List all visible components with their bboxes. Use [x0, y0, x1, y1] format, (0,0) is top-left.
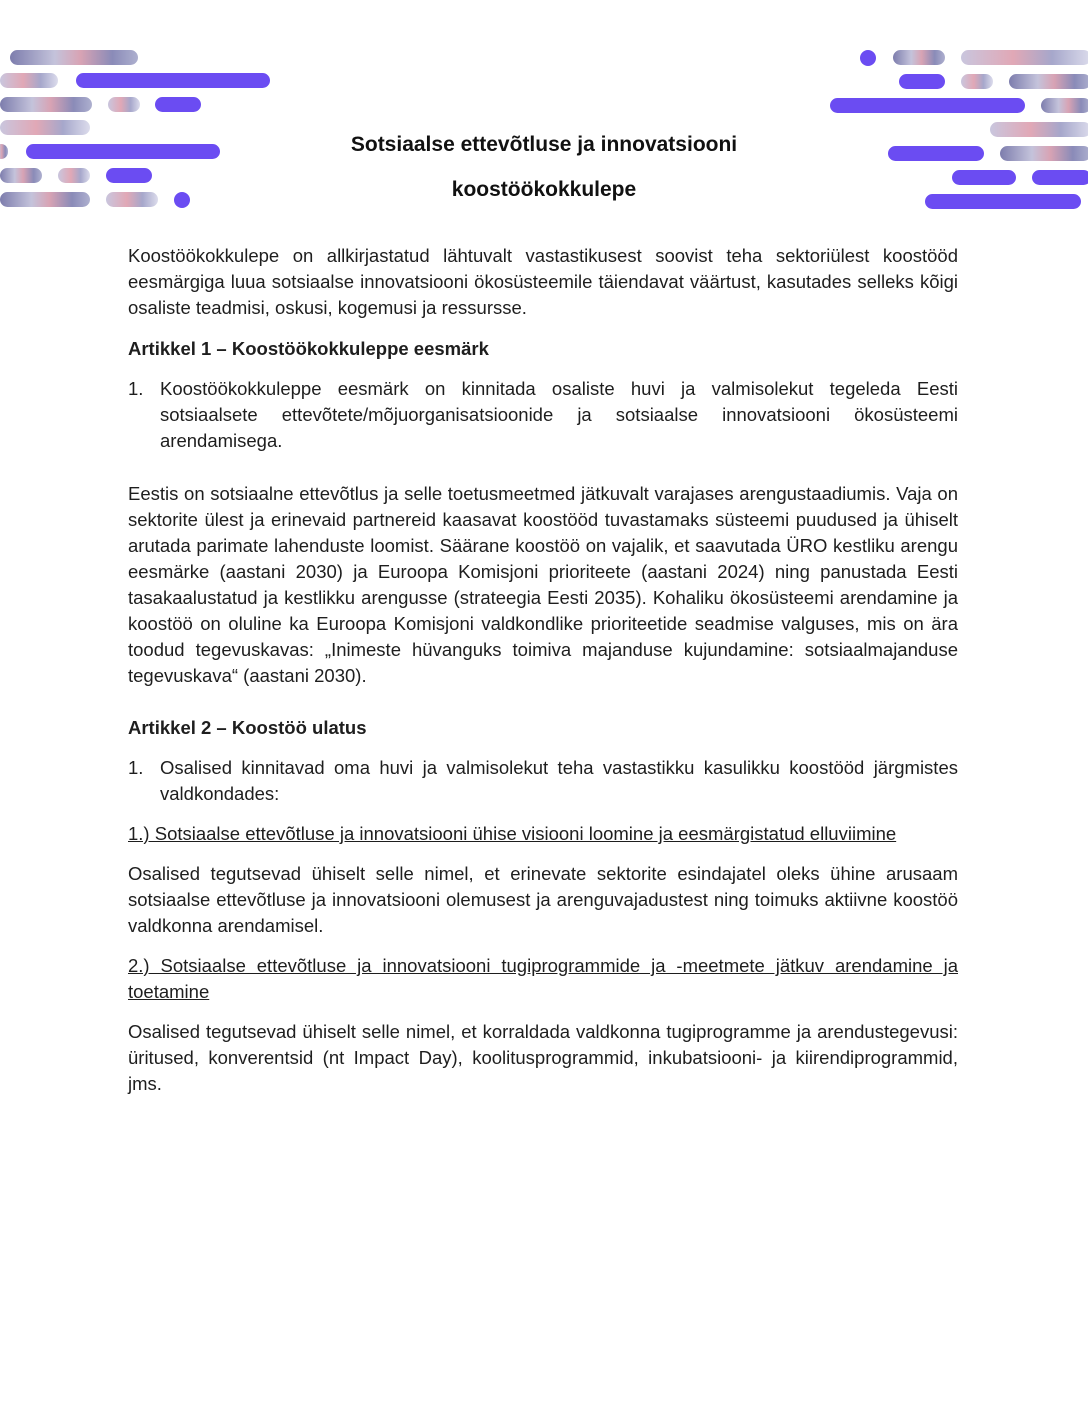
decor-pill — [0, 73, 58, 88]
decor-dot — [860, 50, 876, 66]
decor-pill — [1041, 98, 1088, 113]
document-body — [128, 243, 958, 1097]
decor-pill — [952, 170, 1016, 185]
decor-pill — [155, 97, 201, 112]
decor-pill — [0, 168, 42, 183]
decor-pill — [1000, 146, 1088, 161]
decor-pill — [0, 192, 90, 207]
decor-pill — [0, 144, 8, 159]
decor-pill — [961, 50, 1088, 65]
article1-list-item — [128, 376, 958, 454]
decor-dot — [174, 192, 190, 208]
decor-pill — [830, 98, 1025, 113]
article1-heading: Artikkel 1 – Koostöökokkuleppe eesmärk — [128, 338, 489, 359]
decor-pill — [108, 97, 140, 112]
article2-list-item — [128, 755, 958, 807]
subsection1-paragraph: Osalised tegutsevad ühiselt selle nimel, et erinevate sektorite esindajatel oleks ühine arusaam sotsiaalse ettevõtluse ja innovatsiooni olemusest ja arenguvajadustest ning toimuks aktiivne koostöö valdkonna arendamisel. — [128, 863, 958, 936]
decor-pill — [1032, 170, 1088, 185]
decor-pill — [26, 144, 220, 159]
decor-pill — [0, 97, 92, 112]
list-text: Koostöökokkuleppe eesmärk on kinnitada osaliste huvi ja valmisolekut tegeleda Eesti sotsiaalsete ettevõtete/mõjuorganisatsioonide ja sotsiaalse innovatsiooni ökosüsteemi arendamisega. — [160, 378, 958, 451]
page-title-line-1: Sotsiaalse ettevõtluse ja innovatsiooni — [350, 133, 738, 156]
intro-paragraph: Koostöökokkulepe on allkirjastatud lähtuvalt vastastikusest soovist teha sektoriülest koostööd eesmärgiga luua sotsiaalse innovatsiooni ökosüsteemile täiendavat väärtust, kasutades selleks kõigi osaliste teadmisi, oskusi, kogemusi ja ressursse. — [128, 245, 958, 318]
list-number: 1. — [128, 378, 144, 399]
list-number: 1. — [128, 757, 144, 778]
list-text: Osalised kinnitavad oma huvi ja valmisolekut teha vastastikku kasulikku koostööd järgmistes valdkondades: — [160, 757, 958, 804]
decor-pill — [990, 122, 1088, 137]
decor-pill — [10, 50, 138, 65]
decor-pill — [888, 146, 984, 161]
decor-pill — [0, 120, 90, 135]
decor-pill — [76, 73, 270, 88]
decor-pill — [106, 192, 158, 207]
decor-pill — [925, 194, 1081, 209]
article2-heading: Artikkel 2 – Koostöö ulatus — [128, 717, 367, 738]
decor-pill — [106, 168, 152, 183]
article1-body-paragraph: Eestis on sotsiaalne ettevõtlus ja selle toetusmeetmed jätkuvalt varajases arengustaadiumis. Vaja on sektorite ülest ja erinevaid partnereid kaasavat koostööd tuvastamaks süsteemi puudused ja ühiselt arutada parimate lahenduste loomist. Säärane koostöö on vajalik, et saavutada ÜRO kestliku arengu eesmärke (aastani 2030) ja Euroopa Komisjoni prioriteete (aastani 2024) ning panustada Eesti tasakaalustatud ja kestlikku arengusse (strateegia Eesti 2035). Kohaliku ökosüsteemi arendamine ja koostöö on oluline ka Euroopa Komisjoni valdkondlike prioriteetide seadmise valguses, mis on ära toodud tegevuskavas: „Inimeste hüvanguks toimiva majanduse kujundamine: sotsiaalmajanduse tegevuskava“ (aastani 2030). — [128, 483, 958, 686]
page-title-line-2: koostöökokkulepe — [451, 178, 637, 201]
decor-pill — [893, 50, 945, 65]
decor-pill — [58, 168, 90, 183]
subsection1-title: 1.) Sotsiaalse ettevõtluse ja innovatsiooni ühise visiooni loomine ja eesmärgistatud elluviimine — [128, 823, 897, 844]
decor-pill — [1009, 74, 1088, 89]
subsection2-title: 2.) Sotsiaalse ettevõtluse ja innovatsiooni tugiprogrammide ja -meetmete jätkuv arendamine ja toetamine — [128, 955, 958, 1002]
subsection2-paragraph: Osalised tegutsevad ühiselt selle nimel, et korraldada valdkonna tugiprogramme ja arendustegevusi: üritused, konverentsid (nt Impact Day), koolitusprogrammid, inkubatsiooni- ja kiirendiprogrammid, jms. — [128, 1021, 958, 1094]
decor-pill — [961, 74, 993, 89]
decor-pill — [899, 74, 945, 89]
